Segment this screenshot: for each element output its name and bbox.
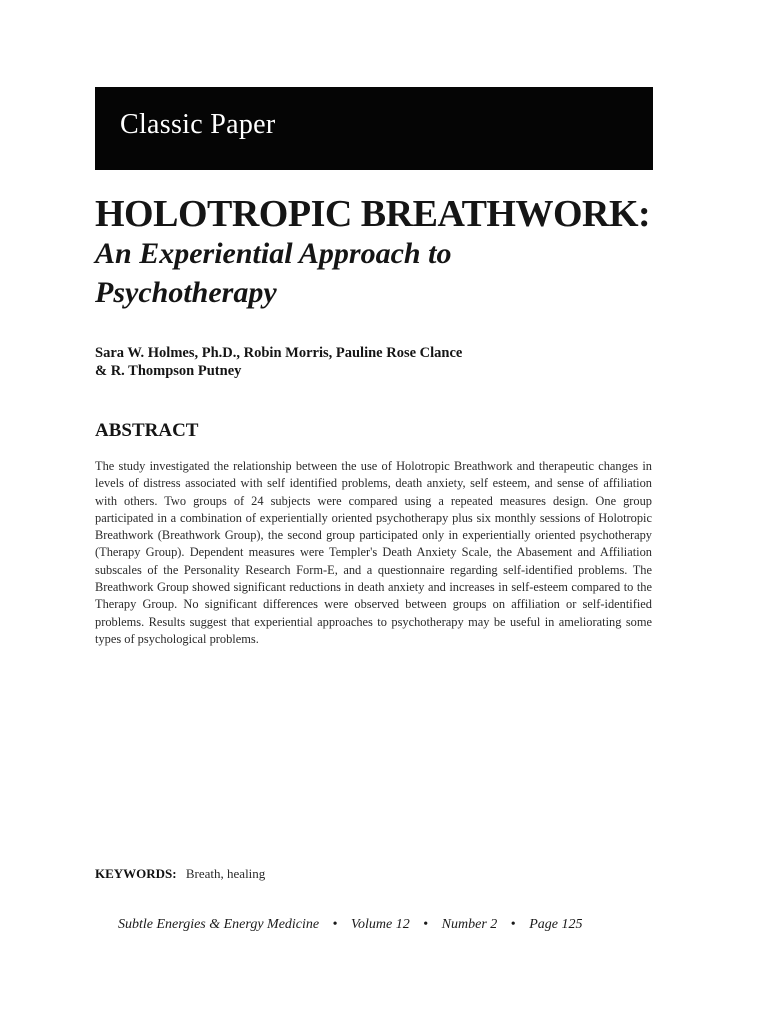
footer-number: Number 2 <box>441 917 498 932</box>
banner-label: Classic Paper <box>120 109 276 140</box>
author-list <box>95 344 655 380</box>
keywords-label: KEYWORDS: <box>95 866 177 881</box>
authors-line-1: Sara W. Holmes, Ph.D., Robin Morris, Pauline Rose Clance <box>95 345 463 361</box>
page-footer <box>118 917 582 933</box>
footer-separator: • <box>332 917 338 932</box>
footer-separator: • <box>423 917 429 932</box>
subtitle-line-2: Psychotherapy <box>95 276 277 309</box>
subtitle-line-1: An Experiential Approach to <box>95 237 452 270</box>
abstract-body: The study investigated the relationship between the use of Holotropic Breathwork and therapeutic changes in levels of distress associated with self identified problems, death anxiety, self esteem, and sense of affiliation with others. Two groups of 24 subjects were compared using a repeated measures design. One group participated in a combination of experientially oriented psychotherapy plus six monthly sessions of Holotropic Breathwork (Breathwork Group), the second group participated only in experientially oriented psychotherapy (Therapy Group). Dependent measures were Templer's Death Anxiety Scale, the Abasement and Affiliation subscales of the Personality Research Form-E, and a questionnaire regarding self-identified problems. The Breathwork Group showed significant reductions in death anxiety and increases in self-esteem compared to the Therapy Group. No significant differences were observed between groups on affiliation or self-identified problems. Results suggest that experiential approaches to psychotherapy may be useful in ameliorating some types of psychological problems. <box>95 459 652 646</box>
abstract-heading: ABSTRACT <box>95 420 199 441</box>
classic-paper-banner <box>95 87 653 170</box>
footer-separator: • <box>510 917 516 932</box>
authors-line-2: & R. Thompson Putney <box>95 363 242 379</box>
keywords-value: Breath, healing <box>185 866 266 881</box>
footer-volume: Volume 12 <box>351 917 410 932</box>
footer-journal: Subtle Energies & Energy Medicine <box>118 917 320 932</box>
paper-title: HOLOTROPIC BREATHWORK: <box>95 193 651 235</box>
keywords <box>95 866 265 882</box>
footer-page: Page 125 <box>529 917 583 932</box>
paper-subtitle <box>95 234 695 312</box>
